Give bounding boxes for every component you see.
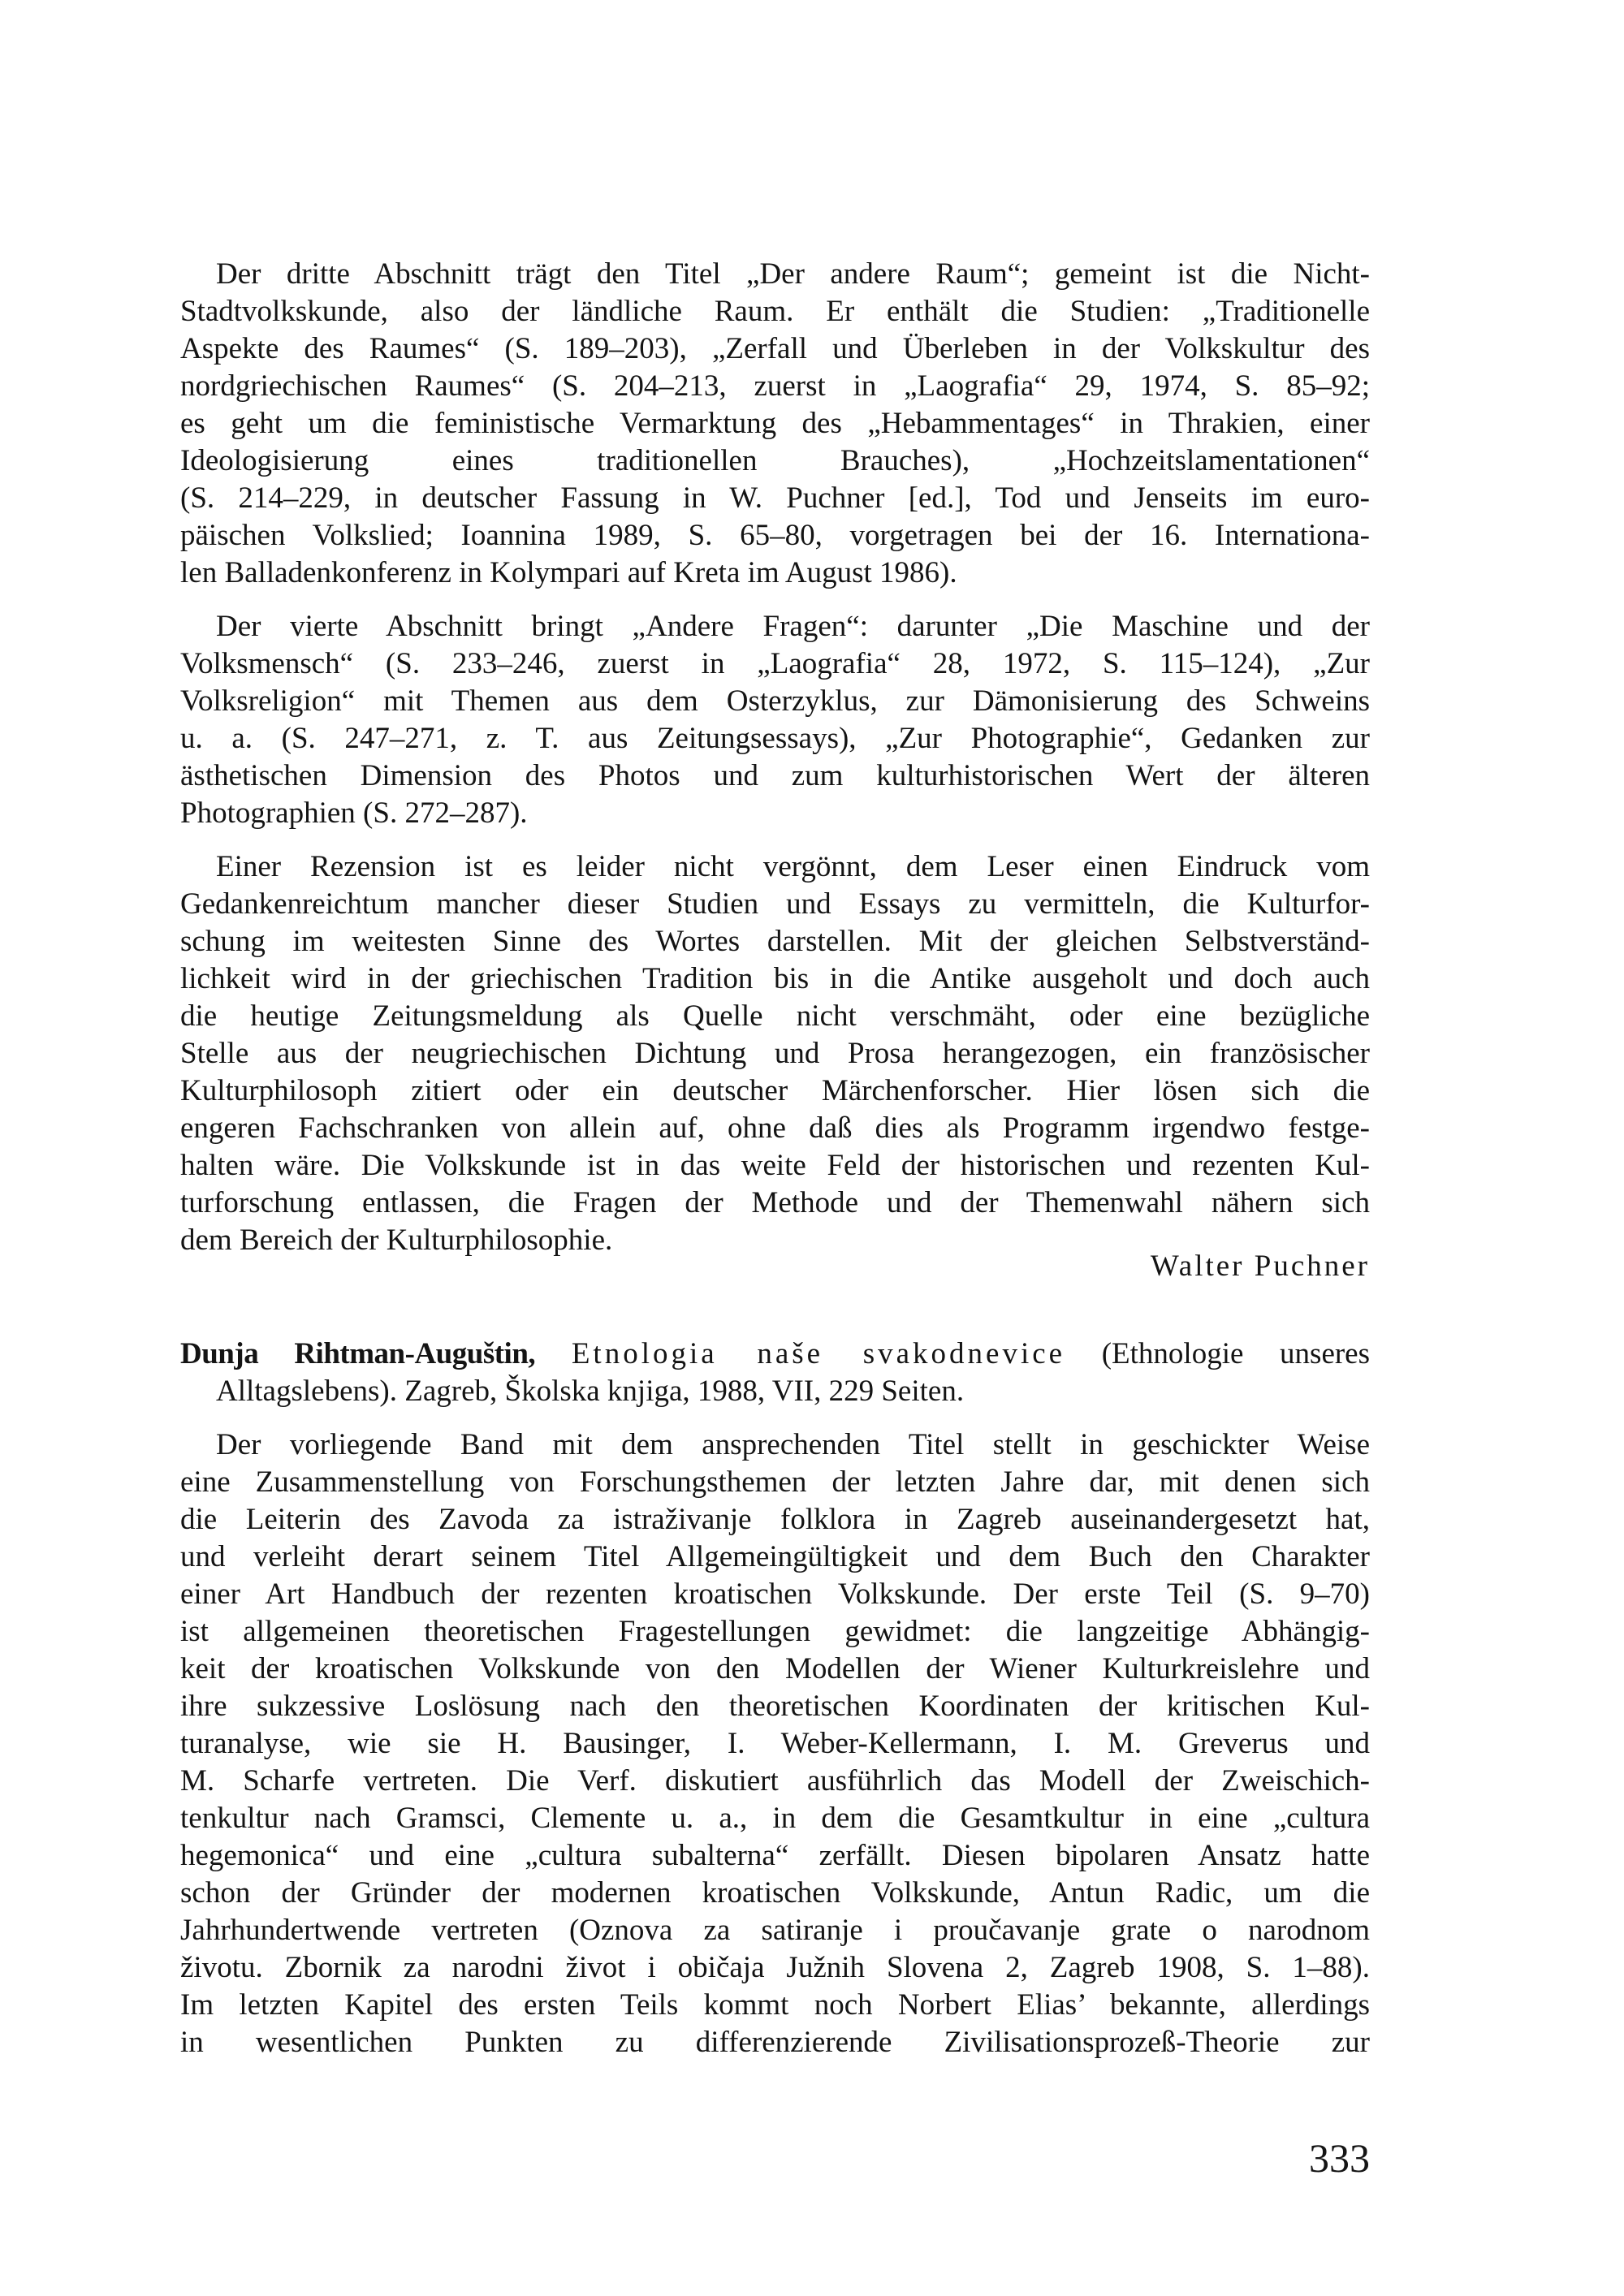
book-title-translation: (Ethnologie unseres	[1101, 1337, 1371, 1370]
text-line: (S. 214–229, in deutscher Fassung in W. Puchner [ed.], Tod und Jenseits im euro-	[180, 481, 1370, 515]
text-line: in wesentlichen Punkten zu differenzierende Zivilisationsprozeß-Theorie zur	[180, 2026, 1370, 2059]
text-line: tenkultur nach Gramsci, Clemente u. a., in dem die Gesamtkultur in eine „cultura	[180, 1802, 1370, 1835]
text-line: Photographien (S. 272–287).	[180, 796, 528, 830]
text-line: keit der kroatischen Volkskunde von den Modellen der Wiener Kulturkreislehre und	[180, 1652, 1370, 1685]
text-line: Jahrhundertwende vertreten (Oznova za satiranje i proučavanje grate o narodnom	[180, 1914, 1370, 1947]
text-line: schung im weitesten Sinne des Wortes darstellen. Mit der gleichen Selbstverständ-	[180, 925, 1370, 958]
review-signature: Walter Puchner	[1150, 1249, 1370, 1283]
text-line: ästhetischen Dimension des Photos und zum kulturhistorischen Wert der älteren	[180, 759, 1370, 792]
review-walter-puchner	[180, 256, 1370, 1259]
text-line: dem Bereich der Kulturphilosophie.	[180, 1224, 613, 1257]
review-rihtman-augustin	[180, 1426, 1370, 2061]
text-line: ihre sukzessive Loslösung nach den theoretischen Koordinaten der kritischen Kul-	[180, 1690, 1370, 1723]
text-line: die Leiterin des Zavoda za istraživanje folklora in Zagreb auseinandergesetzt hat,	[180, 1503, 1370, 1536]
text-line: es geht um die feministische Vermarktung des „Hebammentages“ in Thrakien, einer	[180, 407, 1370, 440]
text-line: Kulturphilosoph zitiert oder ein deutscher Märchenforscher. Hier lösen sich die	[180, 1074, 1370, 1107]
text-line: Stadtvolkskunde, also der ländliche Raum. Er enthält die Studien: „Traditionelle	[180, 295, 1370, 328]
text-line: nordgriechischen Raumes“ (S. 204–213, zuerst in „Laografia“ 29, 1974, S. 85–92;	[180, 369, 1370, 403]
text-line: len Balladenkonferenz in Kolympari auf Kreta im August 1986).	[180, 556, 957, 589]
review-heading	[180, 1336, 1370, 1410]
paragraph	[180, 256, 1370, 592]
text-line: päischen Volkslied; Ioannina 1989, S. 65–80, vorgetragen bei der 16. Internationa-	[180, 519, 1370, 552]
text-line: Aspekte des Raumes“ (S. 189–203), „Zerfall und Überleben in der Volkskultur des	[180, 332, 1370, 365]
book-author: Dunja Rihtman-Auguštin,	[180, 1337, 536, 1370]
text-line: Stelle aus der neugriechischen Dichtung und Prosa herangezogen, ein französischer	[180, 1037, 1370, 1070]
text-line: Der vierte Abschnitt bringt „Andere Fragen“: darunter „Die Maschine und der	[216, 610, 1370, 643]
text-line: Im letzten Kapitel des ersten Teils kommt noch Norbert Elias’ bekannte, allerdings	[180, 1988, 1370, 2022]
paragraph	[180, 1426, 1370, 2061]
text-line: Volksreligion“ mit Themen aus dem Osterzyklus, zur Dämonisierung des Schweins	[180, 684, 1370, 718]
text-line: lichkeit wird in der griechischen Tradition bis in die Antike ausgeholt und doch auch	[180, 962, 1370, 995]
text-line: Ideologisierung eines traditionellen Brauches), „Hochzeitslamentationen“	[180, 444, 1370, 477]
text-line: Einer Rezension ist es leider nicht vergönnt, dem Leser einen Eindruck vom	[216, 850, 1370, 883]
text-line: u. a. (S. 247–271, z. T. aus Zeitungsessays), „Zur Photographie“, Gedanken zur	[180, 722, 1370, 755]
book-publication-details: Alltagslebens). Zagreb, Školska knjiga, 1988, VII, 229 Seiten.	[216, 1375, 965, 1408]
heading-line-1	[180, 1336, 1370, 1373]
text-line: ist allgemeinen theoretischen Fragestellungen gewidmet: die langzeitige Abhängig-	[180, 1615, 1370, 1648]
book-title: Etnologia naše svakodnevice	[571, 1337, 1066, 1370]
text-line: die heutige Zeitungsmeldung als Quelle nicht verschmäht, oder eine bezügliche	[180, 999, 1370, 1033]
page-number: 333	[1309, 2135, 1370, 2181]
text-line: M. Scharfe vertreten. Die Verf. diskutiert ausführlich das Modell der Zweischich-	[180, 1764, 1370, 1798]
text-line: und verleiht derart seinem Titel Allgemeingültigkeit und dem Buch den Charakter	[180, 1540, 1370, 1573]
text-line: turforschung entlassen, die Fragen der Methode und der Themenwahl nähern sich	[180, 1186, 1370, 1219]
text-line: einer Art Handbuch der rezenten kroatischen Volkskunde. Der erste Teil (S. 9–70)	[180, 1577, 1370, 1611]
text-line: Der vorliegende Band mit dem ansprechenden Titel stellt in geschickter Weise	[216, 1428, 1370, 1461]
text-line: halten wäre. Die Volkskunde ist in das weite Feld der historischen und rezenten Kul-	[180, 1149, 1370, 1182]
paragraph	[180, 608, 1370, 832]
text-line: eine Zusammenstellung von Forschungsthemen der letzten Jahre dar, mit denen sich	[180, 1465, 1370, 1499]
text-line: hegemonica“ und eine „cultura subalterna“ zerfällt. Diesen bipolaren Ansatz hatte	[180, 1839, 1370, 1872]
text-line: Gedankenreichtum mancher dieser Studien und Essays zu vermitteln, die Kulturfor-	[180, 887, 1370, 921]
text-line: turanalyse, wie sie H. Bausinger, I. Weber-Kellermann, I. M. Greverus und	[180, 1727, 1370, 1760]
text-line: životu. Zbornik za narodni život i običaja Južnih Slovena 2, Zagreb 1908, S. 1–88).	[180, 1951, 1370, 1984]
text-line: Volksmensch“ (S. 233–246, zuerst in „Laografia“ 28, 1972, S. 115–124), „Zur	[180, 647, 1370, 680]
text-line: schon der Gründer der modernen kroatischen Volkskunde, Antun Radic, um die	[180, 1876, 1370, 1910]
paragraph	[180, 848, 1370, 1259]
text-line: Der dritte Abschnitt trägt den Titel „Der andere Raum“; gemeint ist die Nicht-	[216, 257, 1370, 291]
text-line: engeren Fachschranken von allein auf, ohne daß dies als Programm irgendwo festge-	[180, 1111, 1370, 1145]
